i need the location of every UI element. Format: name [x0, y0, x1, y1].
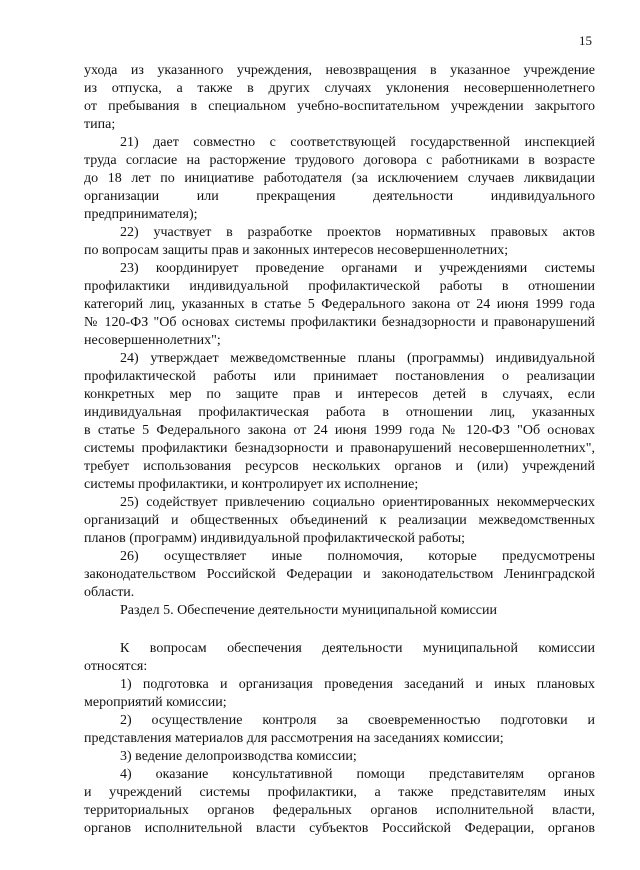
text-line: профилактической работы или принимает постановления о реализации	[84, 369, 595, 384]
section-heading: Раздел 5. Обеспечение деятельности муниципальной комиссии	[120, 603, 497, 618]
text-line: мероприятий комиссии;	[84, 695, 227, 710]
text-line: 1) подготовка и организация проведения заседаний и иных плановых	[120, 677, 595, 692]
text-line: 26) осуществляет иные полномочия, которые предусмотрены	[120, 549, 595, 564]
page-number: 15	[579, 33, 592, 48]
text-line: организации или прекращения деятельности индивидуального	[84, 189, 595, 204]
text-line: системы профилактики безнадзорности и правонарушений несовершеннолетних",	[84, 441, 595, 456]
text-line: из отпуска, а также в других случаях уклонения несовершеннолетнего	[84, 81, 595, 96]
text-line: системы профилактики, и контролирует их исполнение;	[84, 477, 419, 492]
text-line: категорий лиц, указанных в статье 5 Федерального закона от 24 июня 1999 года	[84, 297, 595, 312]
text-line: 4) оказание консультативной помощи представителям органов	[120, 767, 595, 782]
text-line: 22) участвует в разработке проектов нормативных правовых актов	[120, 225, 595, 240]
text-line: 24) утверждает межведомственные планы (программы) индивидуальной	[120, 351, 595, 366]
text-line: К вопросам обеспечения деятельности муниципальной комиссии	[120, 641, 595, 656]
text-line: от пребывания в специальном учебно-воспитательном учреждении закрытого	[84, 99, 595, 114]
text-line: профилактики индивидуальной профилактической работы в отношении	[84, 279, 595, 294]
text-line: области.	[84, 585, 135, 600]
text-line: типа;	[84, 117, 116, 132]
text-line: 2) осуществление контроля за своевременностью подготовки и	[120, 713, 595, 728]
text-line: предпринимателя);	[84, 207, 198, 222]
text-line: требует использования ресурсов нескольких органов и (или) учреждений	[84, 459, 595, 474]
text-line: до 18 лет по инициативе работодателя (за исключением случаев ликвидации	[84, 171, 595, 186]
text-line: 21) дает совместно с соответствующей государственной инспекцией	[120, 135, 595, 150]
text-line: индивидуальная профилактическая работа в отношении лиц, указанных	[84, 405, 595, 420]
text-line: 23) координирует проведение органами и учреждениями системы	[120, 261, 595, 276]
text-line: в статье 5 Федерального закона от 24 июня 1999 года № 120-ФЗ "Об основах	[84, 423, 595, 438]
text-line: 25) содействует привлечению социально ориентированных некоммерческих	[120, 495, 595, 510]
text-line: ухода из указанного учреждения, невозвращения в указанное учреждение	[84, 63, 595, 78]
text-line: 3) ведение делопроизводства комиссии;	[120, 749, 357, 764]
text-line: труда согласие на расторжение трудового договора с работниками в возрасте	[84, 153, 595, 168]
text-line: законодательством Российской Федерации и законодательством Ленинградской	[84, 567, 595, 582]
text-line: организаций и общественных объединений к реализации межведомственных	[84, 513, 595, 528]
text-line: относятся:	[84, 659, 148, 674]
text-line: № 120-ФЗ "Об основах системы профилактики безнадзорности и правонарушений	[84, 315, 595, 330]
text-line: по вопросам защиты прав и законных интересов несовершеннолетних;	[84, 243, 509, 258]
text-line: несовершеннолетних";	[84, 333, 221, 348]
text-line: планов (программ) индивидуальной профилактической работы;	[84, 531, 466, 546]
text-line: представления материалов для рассмотрения на заседаниях комиссии;	[84, 731, 504, 746]
text-line: органов исполнительной власти субъектов Российской Федерации, органов	[84, 821, 595, 836]
text-line: территориальных органов федеральных органов исполнительной власти,	[84, 803, 595, 818]
text-line: и учреждений системы профилактики, а также представителям иных	[84, 785, 595, 800]
text-line: конкретных мер по защите прав и интересов детей в случаях, если	[84, 387, 595, 402]
